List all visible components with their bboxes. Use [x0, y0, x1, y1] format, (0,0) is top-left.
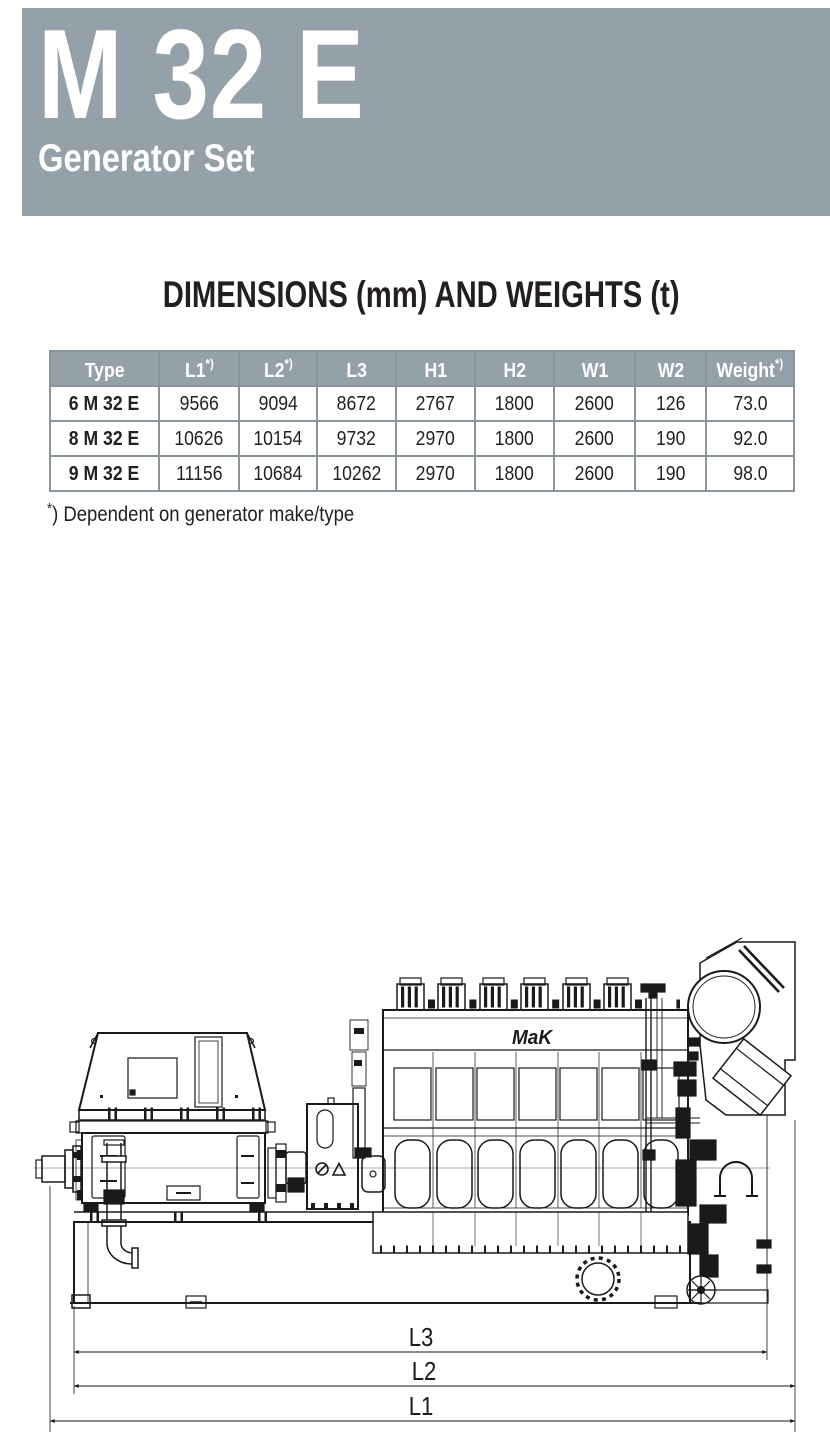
cell-weight: 92.0	[706, 421, 794, 456]
cell-l3: 8672	[317, 386, 396, 421]
table-row	[50, 421, 794, 456]
table-row	[50, 456, 794, 491]
cell-h1: 2970	[396, 421, 475, 456]
cell-type: 8 M 32 E	[50, 421, 159, 456]
generator-set-drawing	[0, 920, 830, 1441]
cell-l2: 9094	[239, 386, 317, 421]
alternator	[70, 1033, 275, 1211]
cell-h1: 2767	[396, 386, 475, 421]
shaft-end	[36, 1146, 81, 1192]
engine-brand-logo: MaK	[511, 1026, 553, 1050]
section-title: DIMENSIONS (mm) AND WEIGHTS (t)	[162, 274, 680, 315]
cell-type: 6 M 32 E	[50, 386, 159, 421]
col-header-l1: L1*)	[159, 351, 239, 386]
col-header-l3: L3	[317, 351, 396, 386]
col-header-h1: H1	[396, 351, 475, 386]
table-row	[50, 386, 794, 421]
cell-l2: 10154	[239, 421, 317, 456]
cell-w1: 2600	[554, 421, 635, 456]
cell-l1: 11156	[159, 456, 239, 491]
cell-w2: 190	[635, 456, 706, 491]
col-header-weight: Weight*)	[706, 351, 794, 386]
dimensions-table	[49, 350, 795, 492]
table-header-row	[50, 351, 794, 386]
col-header-l2: L2*)	[239, 351, 317, 386]
cell-w2: 190	[635, 421, 706, 456]
engine-front-end	[350, 1020, 385, 1192]
cell-l1: 10626	[159, 421, 239, 456]
cylinder-heads	[397, 978, 680, 1010]
cell-h2: 1800	[475, 421, 554, 456]
coupling-housing	[268, 1098, 358, 1209]
col-header-w1: W1	[554, 351, 635, 386]
page-title: M 32 E	[38, 3, 365, 145]
cell-weight: 73.0	[706, 386, 794, 421]
dim-label-l3: L3	[408, 1323, 434, 1353]
cell-w2: 126	[635, 386, 706, 421]
cell-h2: 1800	[475, 456, 554, 491]
cell-w1: 2600	[554, 386, 635, 421]
cell-weight: 98.0	[706, 456, 794, 491]
cell-l3: 9732	[317, 421, 396, 456]
footnote: *) Dependent on generator make/type	[47, 500, 355, 526]
cell-type: 9 M 32 E	[50, 456, 159, 491]
header-banner	[22, 3, 830, 216]
dim-label-l1: L1	[408, 1392, 434, 1422]
cell-l3: 10262	[317, 456, 396, 491]
cell-l2: 10684	[239, 456, 317, 491]
cell-w1: 2600	[554, 456, 635, 491]
cell-h2: 1800	[475, 386, 554, 421]
col-header-h2: H2	[475, 351, 554, 386]
col-header-type: Type	[50, 351, 159, 386]
cell-h1: 2970	[396, 456, 475, 491]
cell-l1: 9566	[159, 386, 239, 421]
footnote-asterisk: *	[47, 500, 53, 517]
dim-label-l2: L2	[411, 1357, 437, 1387]
page-subtitle: Generator Set	[38, 137, 255, 180]
col-header-w2: W2	[635, 351, 706, 386]
base-frame	[70, 1212, 768, 1308]
